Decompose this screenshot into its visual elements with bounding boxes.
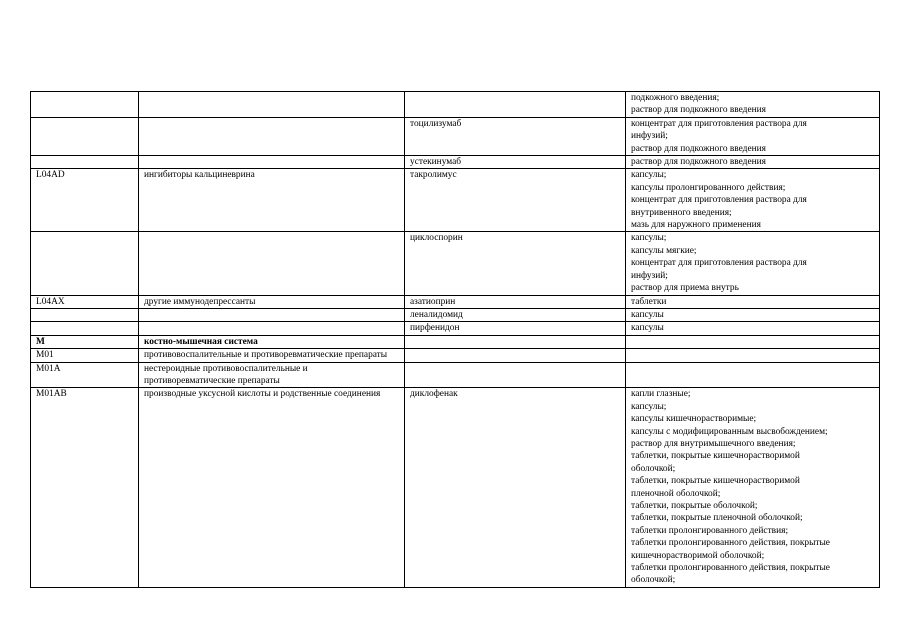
- atc-code-cell: [31, 92, 139, 118]
- drug-name-cell: азатиоприн: [405, 295, 626, 308]
- dosage-form-line: таблетки пролонгированного действия;: [631, 525, 789, 536]
- dosage-forms-cell: [626, 335, 880, 348]
- dosage-form-line: таблетки, покрытые кишечнорастворимой: [631, 476, 800, 487]
- dosage-form-line: раствор для подкожного введения: [631, 143, 766, 154]
- dosage-form-line: таблетки пролонгированного действия, покрытые: [631, 538, 830, 549]
- dosage-form-line: мазь для наружного применения: [631, 220, 761, 231]
- table-row: [31, 92, 880, 118]
- drug-name-cell: [405, 349, 626, 362]
- dosage-forms-cell: [626, 349, 880, 362]
- atc-group-cell: [139, 92, 405, 118]
- document-page: [30, 91, 876, 588]
- dosage-form-line: оболочкой;: [631, 575, 676, 586]
- table-row: [31, 169, 880, 232]
- dosage-form-line: внутривенного введения;: [631, 207, 732, 218]
- table-row: [31, 322, 880, 335]
- dosage-form-line: таблетки: [631, 296, 667, 307]
- dosage-form-line: капли глазные;: [631, 389, 691, 400]
- dosage-form-line: капсулы: [631, 309, 664, 320]
- dosage-forms-cell: [626, 308, 880, 321]
- dosage-form-line: таблетки пролонгированного действия, покрытые: [631, 563, 830, 574]
- dosage-form-line: инфузий;: [631, 270, 668, 281]
- atc-code-cell: M: [31, 335, 139, 348]
- table-row: [31, 335, 880, 348]
- atc-group-cell: ингибиторы кальциневрина: [139, 169, 405, 232]
- atc-group-cell: [139, 156, 405, 169]
- drug-name-cell: циклоспорин: [405, 232, 626, 295]
- atc-code-cell: [31, 322, 139, 335]
- table-row: [31, 232, 880, 295]
- dosage-form-line: кишечнорастворимой оболочкой;: [631, 550, 765, 561]
- atc-group-cell: [139, 308, 405, 321]
- atc-group-cell: нестероидные противовоспалительные и противоревматические препараты: [139, 362, 405, 388]
- drug-list-table: [30, 91, 880, 588]
- dosage-form-line: капсулы;: [631, 401, 667, 412]
- dosage-forms-cell: [626, 362, 880, 388]
- dosage-forms-cell: [626, 232, 880, 295]
- dosage-forms-cell: [626, 388, 880, 588]
- table-row: [31, 308, 880, 321]
- dosage-form-line: пленочной оболочкой;: [631, 488, 721, 499]
- dosage-form-line: раствор для внутримышечного введения;: [631, 438, 796, 449]
- dosage-form-line: капсулы: [631, 323, 664, 334]
- atc-group-cell: костно-мышечная система: [139, 335, 405, 348]
- table-body: [31, 92, 880, 588]
- table-row: [31, 362, 880, 388]
- dosage-form-line: капсулы пролонгированного действия;: [631, 182, 786, 193]
- atc-code-cell: M01: [31, 349, 139, 362]
- dosage-form-line: оболочкой;: [631, 463, 676, 474]
- drug-name-cell: пирфенидон: [405, 322, 626, 335]
- drug-name-cell: тоцилизумаб: [405, 117, 626, 155]
- dosage-form-line: инфузий;: [631, 131, 668, 142]
- drug-name-cell: диклофенак: [405, 388, 626, 588]
- drug-name-cell: [405, 92, 626, 118]
- atc-code-cell: M01A: [31, 362, 139, 388]
- atc-code-cell: [31, 308, 139, 321]
- dosage-forms-cell: [626, 92, 880, 118]
- drug-name-cell: [405, 362, 626, 388]
- dosage-forms-cell: [626, 156, 880, 169]
- table-row: [31, 156, 880, 169]
- table-row: [31, 349, 880, 362]
- dosage-form-line: концентрат для приготовления раствора для: [631, 118, 807, 129]
- atc-group-cell: производные уксусной кислоты и родственные соединения: [139, 388, 405, 588]
- dosage-forms-cell: [626, 322, 880, 335]
- table-row: [31, 117, 880, 155]
- atc-code-cell: [31, 117, 139, 155]
- dosage-form-line: раствор для приема внутрь: [631, 283, 739, 294]
- atc-code-cell: M01AB: [31, 388, 139, 588]
- table-row: [31, 388, 880, 588]
- atc-group-cell: [139, 117, 405, 155]
- dosage-form-line: капсулы мягкие;: [631, 245, 697, 256]
- dosage-forms-cell: [626, 117, 880, 155]
- dosage-form-line: таблетки, покрытые пленочной оболочкой;: [631, 513, 803, 524]
- atc-group-cell: [139, 232, 405, 295]
- dosage-form-line: таблетки, покрытые оболочкой;: [631, 501, 758, 511]
- dosage-forms-cell: [626, 169, 880, 232]
- drug-name-cell: такролимус: [405, 169, 626, 232]
- dosage-form-line: капсулы;: [631, 233, 667, 244]
- atc-group-cell: противовоспалительные и противоревматические препараты: [139, 349, 405, 362]
- atc-group-cell: другие иммунодепрессанты: [139, 295, 405, 308]
- dosage-form-line: подкожного введения;: [631, 93, 720, 103]
- dosage-form-line: капсулы;: [631, 170, 667, 181]
- dosage-form-line: концентрат для приготовления раствора для: [631, 195, 807, 206]
- dosage-form-line: раствор для подкожного введения: [631, 157, 766, 168]
- atc-group-cell: [139, 322, 405, 335]
- drug-name-cell: [405, 335, 626, 348]
- drug-name-cell: леналидомид: [405, 308, 626, 321]
- atc-code-cell: [31, 156, 139, 169]
- dosage-form-line: капсулы с модифицированным высвобождением;: [631, 426, 828, 437]
- dosage-form-line: раствор для подкожного введения: [631, 105, 766, 116]
- atc-code-cell: L04AX: [31, 295, 139, 308]
- dosage-forms-cell: [626, 295, 880, 308]
- dosage-form-line: концентрат для приготовления раствора для: [631, 258, 807, 269]
- atc-code-cell: [31, 232, 139, 295]
- dosage-form-line: таблетки, покрытые кишечнорастворимой: [631, 451, 800, 462]
- table-row: [31, 295, 880, 308]
- dosage-form-line: капсулы кишечнорастворимые;: [631, 414, 757, 425]
- atc-code-cell: L04AD: [31, 169, 139, 232]
- drug-name-cell: устекинумаб: [405, 156, 626, 169]
